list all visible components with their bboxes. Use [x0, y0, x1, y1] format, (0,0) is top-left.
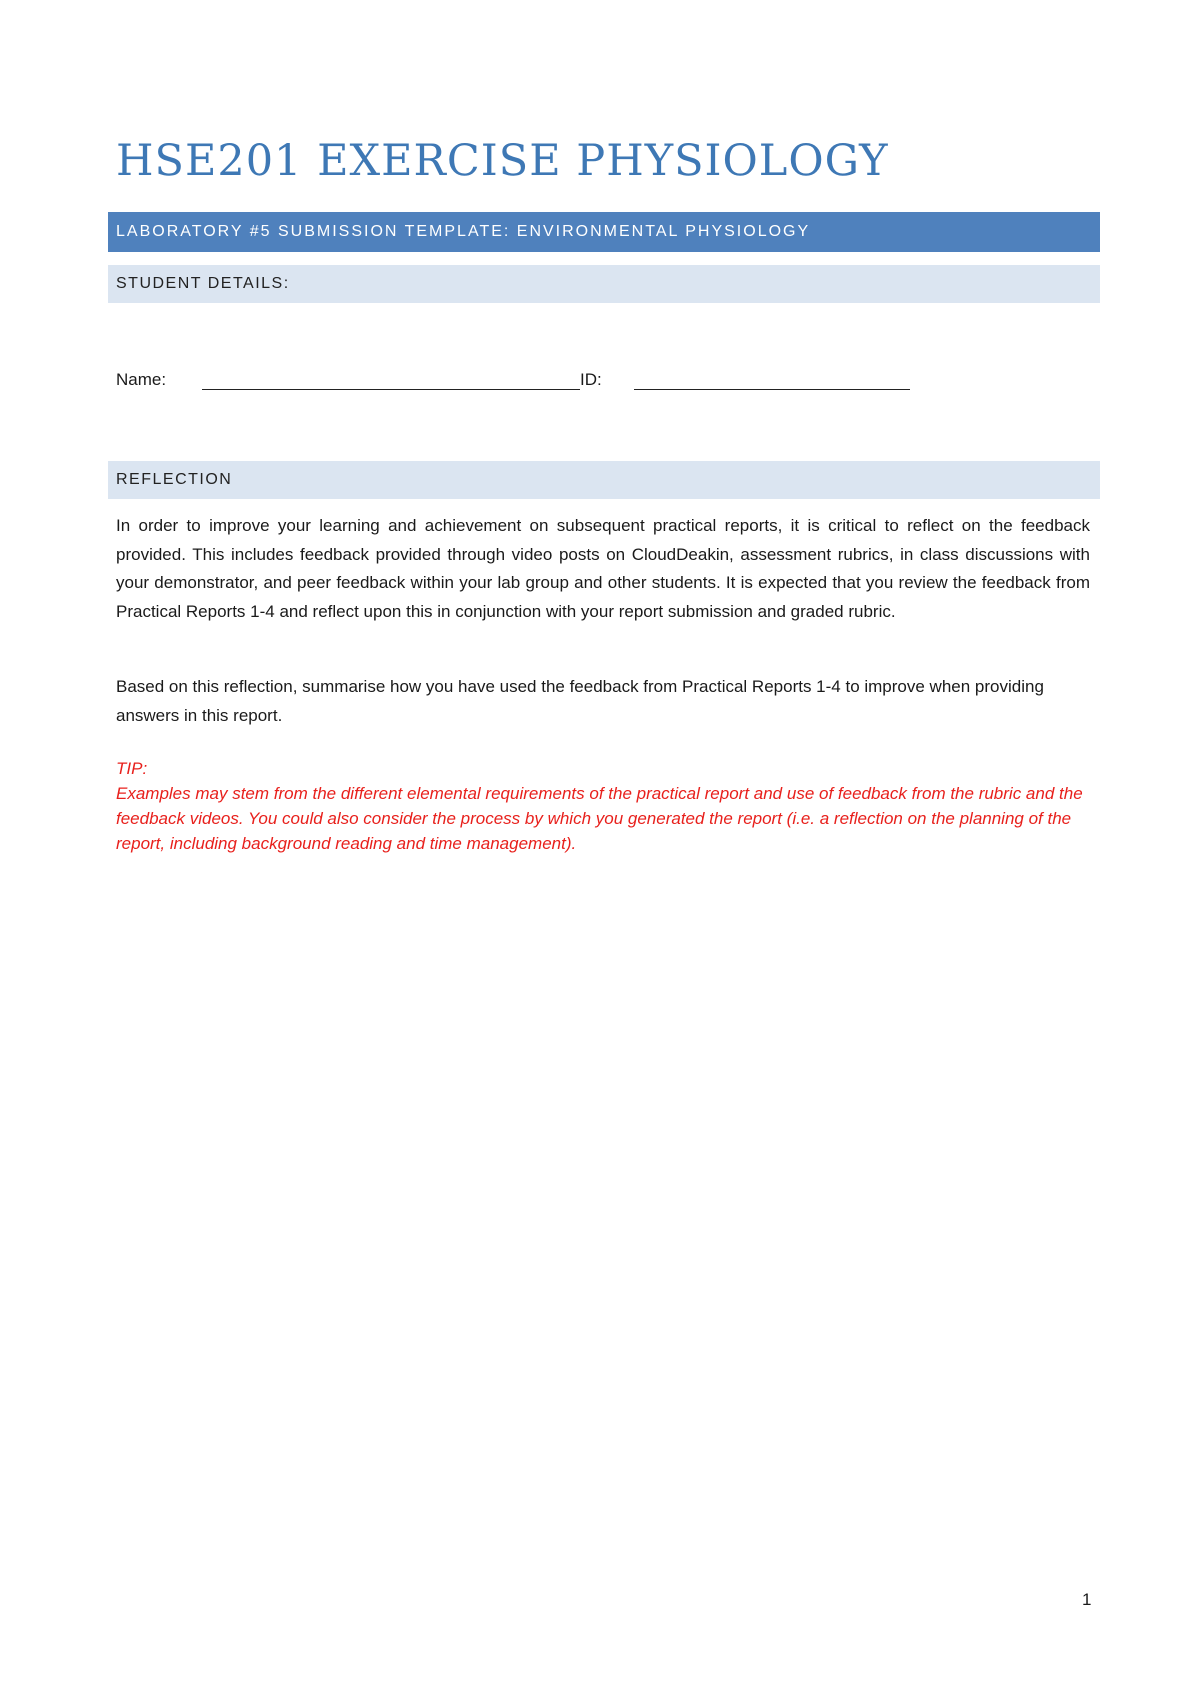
name-label: Name: [116, 370, 167, 389]
reflection-paragraph: In order to improve your learning and achievement on subsequent practical reports, it is critical to reflect on the feedback provided. This includes feedback provided through video posts on CloudDeakin, assessment rubrics, in class discussions with your demonstrator, and peer feedback within your lab group and other students. It is expected that you review the feedback from Practical Reports 1-4 and reflect upon this in conjunction with your report submission and graded rubric. [116, 516, 1090, 621]
reflection-heading: REFLECTION [108, 461, 1100, 499]
name-field[interactable] [202, 388, 580, 390]
tip-label: TIP: [116, 759, 148, 778]
id-label: ID: [580, 370, 602, 389]
reflection-instruction: Based on this reflection, summarise how you have used the feedback from Practical Reports 1-4 to improve when providing answers in this report. [116, 677, 1044, 725]
lab-template-banner: LABORATORY #5 SUBMISSION TEMPLATE: ENVIRONMENTAL PHYSIOLOGY [108, 212, 1100, 252]
tip-block [116, 756, 1096, 856]
tip-text: Examples may stem from the different elemental requirements of the practical report and use of feedback from the rubric and the feedback videos. You could also consider the process by which you generated the report (i.e. a reflection on the planning of the report, including background reading and time management). [116, 784, 1083, 853]
page-title: HSE201 EXERCISE PHYSIOLOGY [116, 136, 889, 186]
student-details-heading: STUDENT DETAILS: [108, 265, 1100, 303]
page-number: 1 [1082, 1590, 1092, 1609]
id-field[interactable] [634, 388, 910, 390]
student-details-row [116, 366, 1016, 396]
